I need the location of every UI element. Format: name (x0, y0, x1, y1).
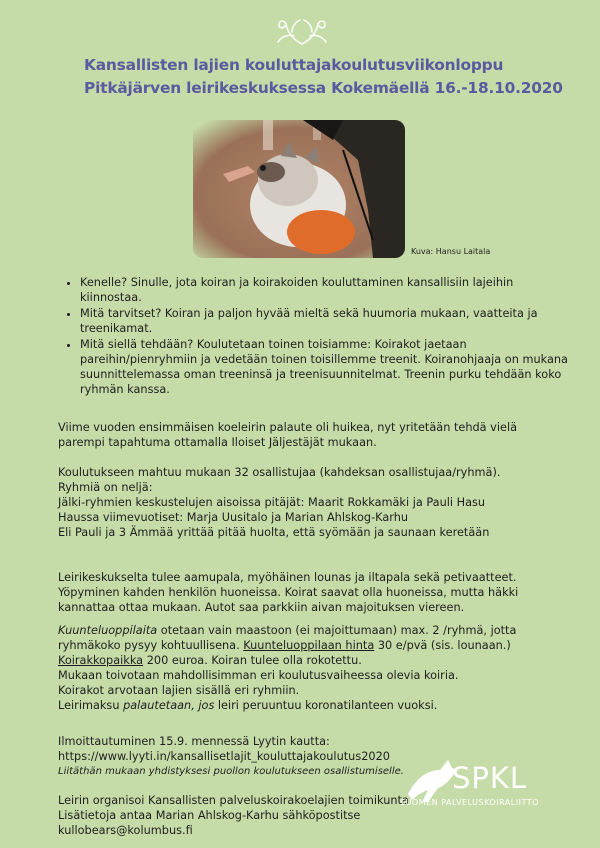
list-item: • Kenelle? Sinulle, jota koiran ja koirakoiden kouluttaminen kansallisiin lajeihin kiinnostaa. (80, 275, 570, 305)
contact-email[interactable]: kullobears@kolumbus.fi (58, 824, 193, 837)
paragraph-note: Liitäthän mukaan yhdistyksesi puollon koulutukseen osallistumiselle. (58, 766, 404, 777)
paragraph-line: Ryhmiä on neljä: (58, 481, 153, 494)
dog-photo (193, 120, 405, 258)
paragraph-pricing (58, 623, 558, 713)
logo-subtitle: SUOMEN PALVELUSKOIRALIITTO (400, 798, 539, 807)
registration-link[interactable]: https://www.lyyti.in/kansallisetlajit_kouluttajakoulutus2020 (58, 750, 390, 763)
paragraph-line (58, 653, 558, 668)
paragraph-line (58, 623, 558, 653)
listener-term: Kuunteluoppilaita (58, 624, 158, 637)
floral-ornament-icon (270, 14, 334, 50)
dog-team-place-label: Koirakkopaikka (58, 654, 144, 667)
logo-text: SPKL (452, 761, 528, 795)
paragraph-line: Jälki-ryhmien keskustelujen aisoissa pitäjät: Maarit Rokkamäki ja Pauli Hasu (58, 496, 486, 509)
paragraph-line: Koulutukseen mahtuu mukaan 32 osallistujaa (kahdeksan osallistujaa/ryhmä). (58, 466, 501, 479)
text-span: 200 euroa. Koiran tulee olla rokotettu. (143, 654, 362, 667)
paragraph-text: Leirikeskukselta tulee aamupala, myöhäinen lounas ja iltapala sekä petivaatteet. Yöpyminen kahden henkilön huoneissa. Koirat saavat olla huoneissa, mutta häkki kannattaa ottaa mukaan. Autot saa parkkiin aivan majoituksen viereen. (58, 571, 519, 614)
text-span: leiri peruuntuu koronatilanteen vuoksi. (214, 699, 438, 712)
paragraph-line: Koirakot arvotaan lajien sisällä eri ryhmiin. (58, 684, 300, 697)
paragraph-text: Viime vuoden ensimmäisen koeleirin palaute oli huikea, nyt yritetään tehdä vielä parempi tapahtuma ottamalla Iloiset Jäljestäjät mukaan. (58, 421, 518, 449)
text-span: otetaan vain maastoon (ei majoittumaan) max. 2 /ryhmä, jotta ryhmäkoko pysyy kohtuullisena. (58, 624, 517, 652)
paragraph-line (58, 698, 558, 713)
title-line-1: Kansallisten lajien kouluttajakoulutusviikonloppu (84, 56, 504, 74)
paragraph-line: Mukaan toivotaan mahdollisimman eri koulutusvaiheessa olevia koiria. (58, 669, 459, 682)
page-title (84, 54, 584, 100)
paragraph-accommodation (58, 570, 558, 615)
paragraph-line: Lisätietoja antaa Marian Ahlskog-Karhu sähköpostitse (58, 809, 361, 822)
paragraph-line: Leirin organisoi Kansallisten palveluskoirakoelajien toimikunta (58, 794, 409, 807)
paragraph-feedback (58, 420, 558, 450)
text-span: Leirimaksu (58, 699, 124, 712)
refund-term: palautetaan, jos (123, 699, 215, 712)
paragraph-groups (58, 465, 558, 540)
list-item: • Mitä tarvitset? Koiran ja paljon hyvää mieltä sekä huumoria mukaan, vaatteita ja treenikamat. (80, 306, 570, 336)
listener-price-label: Kuunteluoppilaan hinta (243, 639, 375, 652)
bullet-list (58, 275, 570, 398)
list-item: • Mitä siellä tehdään? Koulutetaan toinen toisiamme: Koirakot jaetaan pareihin/pienryhmiin ja vedetään toinen toisillemme treenit. Koiranohjaaja on mukana suunnittelemassa oman treeninsä ja treenisuunnitelmat. Treenin purku tehdään koko ryhmän kanssa. (80, 337, 570, 397)
paragraph-line: Haussa viimevuotiset: Marja Uusitalo ja Marian Ahlskog-Karhu (58, 511, 409, 524)
paragraph-line: Ilmoittautuminen 15.9. mennessä Lyytin kautta: (58, 735, 330, 748)
title-line-2: Pitkäjärven leirikeskuksessa Kokemäellä 16.-18.10.2020 (84, 79, 563, 97)
photo-credit: Kuva: Hansu Laitala (411, 247, 491, 256)
paragraph-line: Eli Pauli ja 3 Ämmää yrittää pitää huolta, että syömään ja saunaan keretään (58, 526, 490, 539)
text-span: 30 e/pvä (sis. lounaan.) (374, 639, 511, 652)
